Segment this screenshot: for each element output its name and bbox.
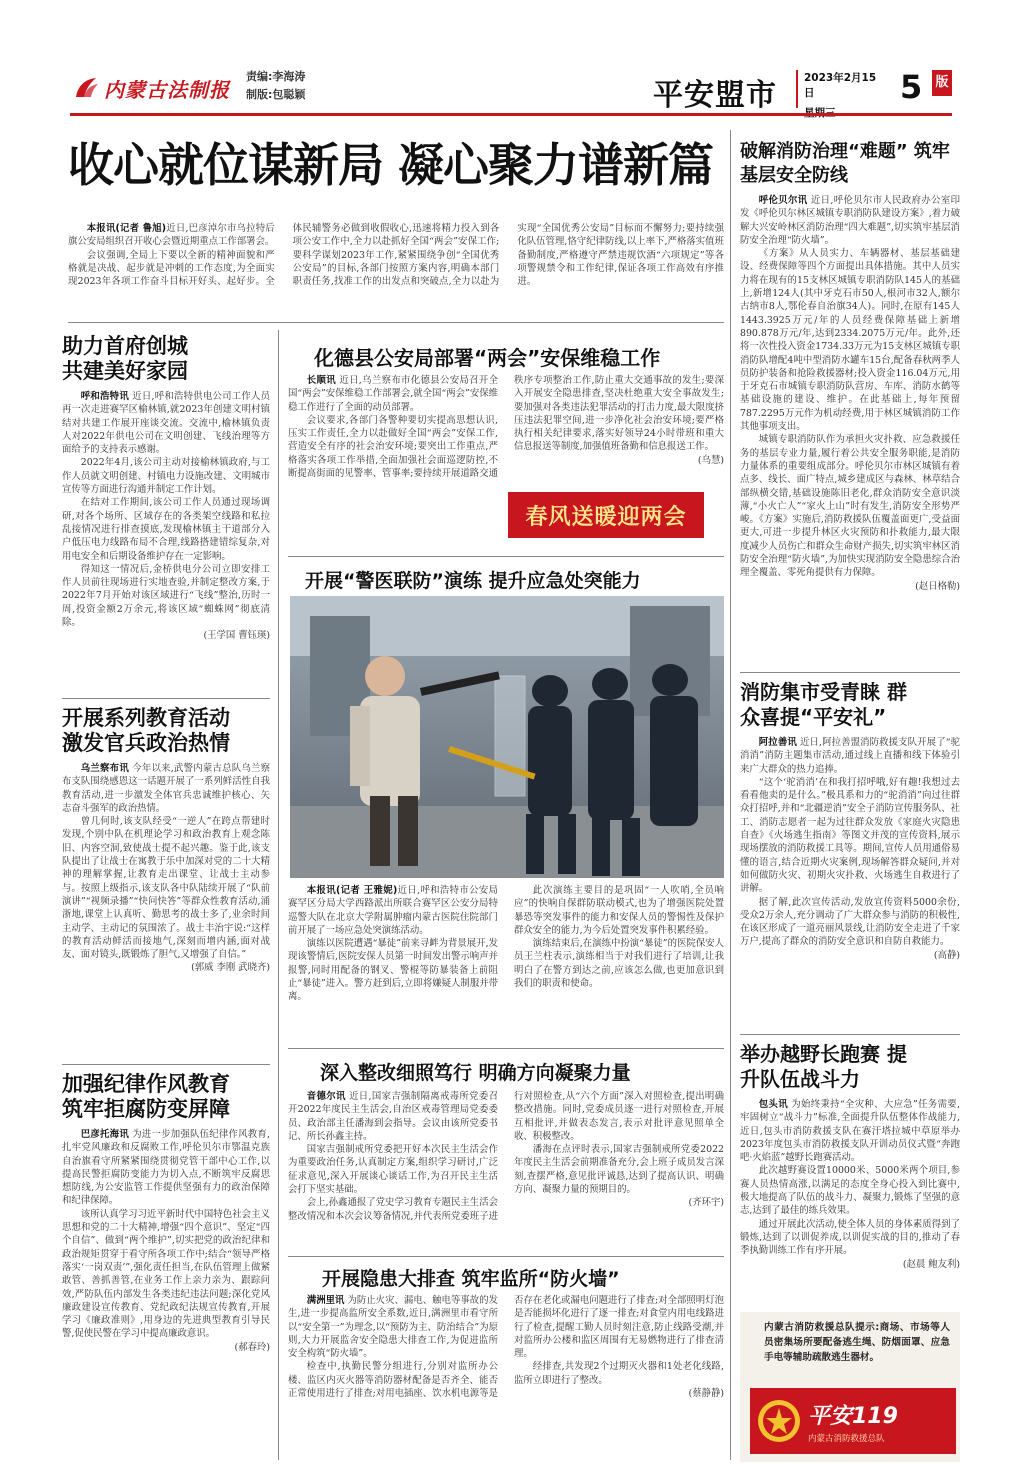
divider [62, 698, 270, 699]
signature: (高静) [933, 949, 960, 961]
lead-paragraph: 近日,巴彦淖尔市乌拉特后旗公安局组织召开收心会暨近期重点工作部署会。 [68, 223, 275, 248]
paragraph: 《方案》从人员实力、车辆器材、基层基础建设、经费保障等四个方面提出具体措施。其中人员实力将在现有的15支林区城镇专职消防队145人的基础上,新增124人(其中牙克石市50人,根河市32人,额尔古纳市8人,鄂伦春自治旗34人)。同时,在原有145人1443.3925万元/年的人员经费保障基础上新增890.878万元/年,达到2334.2075万元/年。此外,还将一次性投入资金1734.33万元为15支林区城镇专职消防队增配4吨中型消防水罐车15台,配备春秋两季人员防护装备和抢险救援器材;投入资金116.04万元,用于牙克石市城镇专职消防队营房、车库、消防水鹤等基础设施的建设、维护。在此基础上,每年预留787.2295万元作为机动经费,用于林区城镇消防工作其他事项支出。 [740, 248, 960, 433]
article-body [740, 194, 960, 662]
paragraph: 得知这一情况后,金桥供电分公司立即安排工作人员前往现场进行实地查验,并制定整改方案,于2022年7月开始对该区域进行“飞线”整治,历时一周,投资金额2万余元,将该区域“蜘蛛网”彻底清除。 [62, 563, 270, 629]
signature: (乌慧) [697, 454, 724, 466]
article-a8 [740, 140, 960, 668]
paragraph: 曾几何时,该支队经受“一逆人”在跨点帮建时发现,个别中队在机理论学习和政治教育上观念陈旧、内容空洞,致使战士提不起兴趣。鉴于此,该支队提出了让战士在寓教于乐中加深对党的二十大精神的理解掌握,让教育走出课堂、让战士主动参与。按照上级指示,该支队各中队陆续开展了“队前演讲”“视频录播”“快问快答”等群众性教育活动,涌浙地,课堂上认真听、勤思考的战士多了,业余时间主动学、主动记的氛围浓了。战士丰治宇说:“这样的教育活动鲜活而接地气,深刻而增内涵,面对战友、面对镜头,既锻炼了胆气,又增强了自信。” [62, 816, 270, 961]
article-a10 [740, 1042, 960, 1308]
lead-article [68, 222, 724, 312]
article-a6-body [288, 1090, 724, 1252]
paragraph: 近日,呼和浩特市公安局赛罕区分局大学西路派出所联合赛罕区公安分局特巡警大队在北京大学附属肿瘤内蒙古医院住院部门前开展了一场应急处突演练活动。 [288, 885, 498, 936]
safety-badge [750, 1388, 956, 1454]
article-title: 深入整改细照笃行 明确方向凝聚力量 [320, 1062, 631, 1084]
lead-byline: 本报讯(记者 鲁旭) [86, 223, 167, 234]
masthead-rule [70, 113, 952, 116]
paragraph: 近日,国家吉强制隔离戒毒所党委召开2022年度民主生活会,自治区戒毒管理局党委委员、政治部主任潘海到会指导。会议由该所党委书记、所长孙鑫主持。 [288, 1091, 498, 1142]
article-title: 开展“警医联防”演练 提升应急处突能力 [305, 570, 641, 592]
paragraph: 演练以医院遭遇“暴徒”前来寻衅为背景展开,发现该警情后,医院安保人员第一时间发出警示响声并报警,同时用配备的钢叉、警棍等防暴装备上前阻止“暴徒”进入。警方赶到后,立即将嫌疑人制服并带离。 [288, 938, 498, 1003]
logo-emblem-icon [72, 75, 100, 101]
paragraph: 据了解,此次宣传活动,发放宣传资料5000余份,受众2万余人,充分调动了广大群众参与消防的积极性,在该区形成了一道亮丽风景线,让消防安全走进了千家万户,提高了群众的消防安全意识和自防自救能力。 [740, 896, 960, 948]
article-a2 [62, 706, 270, 1058]
paragraph: 潘海在点评时表示,国家吉强制戒所党委2022年度民主生活会前期准备充分,会上班子成员发言深刻,查摆严格,意见批评诚恳,达到了提高认识、明确方向、凝聚力量的预期目的。 [514, 1144, 724, 1196]
news-photo [290, 596, 724, 878]
notice-box [740, 1312, 960, 1462]
badge-subtitle: 内蒙古消防救援总队 [808, 1433, 885, 1444]
paragraph: 经排查,共发现2个过期灭火器和1处老化线路,监所立即进行了整改。 [514, 1361, 724, 1386]
banner-box [508, 492, 704, 538]
article-a5-body [288, 884, 724, 1042]
divider [68, 322, 724, 323]
paragraph: 近日,呼伦贝尔市人民政府办公室印发《呼伦贝尔林区城镇专职消防队建设方案》,着力破解大兴安岭林区消防治理“四大难题”,切实筑牢基层消防安全治理“防火墙”。 [740, 195, 960, 246]
editor-credit: 责编:李海涛 [246, 70, 306, 83]
logo-text: 内蒙古法制报 [104, 77, 230, 102]
issue-date: 2023年2月15日 [804, 72, 877, 99]
article-title: 助力首府创城 共建美好家园 [62, 334, 188, 383]
paragraph: 今年以来,武警内蒙古总队乌兰察布支队围绕感恩这一话题开展了一系列鲜活性自我教育活动,进一步激发全体官兵忠诚维护核心、矢志奋斗强军的政治热情。 [62, 763, 270, 814]
drill-photo-illustration [290, 596, 724, 878]
byline: 包头讯 [758, 1099, 788, 1110]
article-title: 举办越野长跑赛 提升队伍战斗力 [740, 1042, 907, 1091]
fire-rescue-emblem-icon [756, 1398, 802, 1444]
article-title: 破解消防治理“难题” 筑牢基层安全防线 [740, 141, 950, 186]
byline: 音德尔讯 [306, 1091, 346, 1102]
paragraph: 近日,呼和浩特供电公司工作人员再一次走进赛罕区榆林镇,就2023年创建文明村镇结对共建工作展开座谈交流。交流中,榆林镇负责人对2022年供电公司在文明创建、飞线治理等方面给予的支持表示感谢。 [62, 391, 270, 456]
article-title: 化德县公安局部署“两会”安保维稳工作 [314, 346, 661, 370]
divider [740, 672, 960, 673]
masthead [0, 0, 1024, 120]
divider [288, 556, 724, 557]
byline: 本报讯(记者 王雅妮) [306, 885, 398, 896]
byline: 呼和浩特讯 [80, 391, 129, 402]
paragraph: 近日,乌兰察布市化德县公安局召开全国“两会”安保维稳工作部署会,就全国“两会”安保维稳工作进行了全面的动员部署。 [288, 375, 499, 413]
paragraph: 近日,阿拉善盟消防救援支队开展了“驼消消”消防主题集市活动,通过线上直播和线下体验引来广大群众的热力追捧。 [740, 737, 960, 775]
article-a9 [740, 680, 960, 1030]
column-divider [278, 330, 279, 1460]
section-title: 平安盟市 [653, 78, 777, 113]
article-title: 开展系列教育活动 激发官兵政治热情 [62, 706, 230, 755]
paragraph: 为进一步加强队伍纪律作风教育,扎牢党风廉政和反腐败工作,呼伦贝尔市鄂温克族自治旗看守所紧紧围绕贯彻党管干部中心工作,以提高民警拒腐防变能力为切入点,不断筑牢反腐思想防线,为公安监管工作提供坚强有力的政治保障和纪律保障。 [62, 1129, 270, 1207]
paragraph: 国家吉强制戒所党委把开好本次民主生活会作为重要政治任务,认真制定方案,组织学习研讨,广泛征求意见,深入开展谈心谈话工作,为召开民主生活会打下坚实基础。 [288, 1144, 498, 1196]
article-title: 消防集市受青睐 群众喜提“平安礼” [740, 680, 907, 729]
divider [740, 1034, 960, 1035]
paragraph: 演练结束后,在演练中扮演“暴徒”的医院保安人员王兰柱表示,演练相当于对我们进行了培训,让我明白了在警方到达之前,应该怎么做,也更加意识到我们的职责和使命。 [514, 938, 724, 990]
article-body [740, 736, 960, 1026]
paragraph: 2022年4月,该公司主动对接榆林镇政府,与工作人员就文明创建、村镇电力设施改建、文明城市宣传等方面进行沟通并制定工作计划。 [62, 457, 270, 496]
article-body [740, 1098, 960, 1304]
producer-credit: 制版:包聪颖 [246, 88, 306, 101]
paragraph: 在结对工作期间,该公司工作人员通过现场调研,对各个场所、区域存在的各类架空线路和私拉乱接情况进行排查摸底,发现榆林镇主干道部分入户低压电力线路布局不合理,线路搭建错综复杂,对用电安全和后期设备维护存在一定影响。 [62, 497, 270, 562]
paragraph: 检查中,执勤民警分组进行,分别对监所办公楼、监区内灭火器等消防器材配备是否齐全、能否正常使用进行了排查;对用电插座、饮水机电源等是否存在老化或漏电问题进行了排查;对全部照明灯泡是否能损坏化进行了逐一排查;对食堂内用电线路进行了检查,提醒工勤人员时刻注意,防止线路受潮,并对监所办公楼和监区周围有无易燃物进行了排查清理。 [288, 1295, 724, 1400]
paragraph: 通过开展此次活动,使全体人员的身体素质得到了锻炼,达到了以训促养成,以训促实战的目的,推动了春季执勤训练工作有序开展。 [740, 1218, 960, 1257]
signature: (蔡静静) [688, 1388, 724, 1400]
divider [62, 1064, 270, 1065]
newspaper-logo [72, 72, 232, 104]
divider [288, 1256, 724, 1257]
paragraph: 此次越野赛设置10000米、5000米两个项目,参赛人员热情高涨,以满足的态度全身心投入到比赛中,极大地提高了队伍的战斗力、凝聚力,锻炼了坚强的意志,达到了最佳的练兵效果。 [740, 1165, 960, 1217]
paragraph: “这个‘驼消消’在和我打招呼哦,好有趣!我想过去看看他卖的是什么。”极具系和力的“驼消消”向过往群众打招呼,并和“北疆逆消”安全子消防宣传服务队、社工、消防志愿者一起为过往群众发放《家庭火灾隐患自查》《火场逃生指南》等图文并茂的宣传资料,展示现场摆放的消防救援工具等。期间,宣传人员用通俗易懂的语言,结合近期火灾案例,现场解答群众疑问,并对如何做防火灾、初期火灾扑救、火场逃生自救进行了讲解。 [740, 776, 960, 895]
paragraph: 会议要求,各部门各警种要切实提高思想认识,压实工作责任,全力以赴做好全国“两会”安保工作,营造安全有序的社会治安环境;要突出工作重点,严格落实各项工作举措,全面加强社会面巡逻防控,不断提高街面的见警率、管事率;要持续开展道路交通秩序专项整治工作,防止重大交通事故的发生;要深入开展安全隐患排查,坚决杜绝重大安全事故发生;要加强对各类违法犯罪活动的打击力度,最大限度挤压违法犯罪空间,进一步净化社会治安环境;要严格执行相关纪律要求,落实好领导24小时带班和重大信息报送等制度,加强值班备勤和信息报送工作。 [288, 375, 724, 480]
page-number: 5 [900, 68, 923, 106]
byline: 巴彦托海讯 [80, 1129, 129, 1140]
article-body [62, 1128, 270, 1458]
page-unit-badge: 版 [932, 70, 952, 96]
date-box [796, 70, 886, 108]
article-a3 [62, 1072, 270, 1462]
paragraph: 会上,孙鑫通报了党史学习教育专题民主生活会整改情况和本次会议筹备情况,并代表所党委班子进行对照检查,从“六个方面”深入对照检查,提出明确整改措施。同时,党委成员逐一进行对照检查,开展互相批评,并做表态发言,表示对批评意见照单全收、积极整改。 [288, 1091, 724, 1222]
byline: 呼伦贝尔讯 [758, 195, 808, 206]
article-title: 开展隐患大排查 筑牢监所“防火墙” [322, 1268, 620, 1290]
lead-paragraph: 会议强调,全局上下要以全新的精神面貌和严格就是决战、起步就是冲刺的工作态度,为全面实现2023年各项工作奋斗目标开好头、起好步。全体民辅警务必做到收假收心,迅速将精力投入到各项公安工作中,全力以赴抓好全国“两会”安保工作;要科学谋划2023年工作,紧紧围绕争创“全国优秀公安局”的目标,各部门按照方案内容,明确本部门职责任务,找准工作的出发点和突破点,全力以赴为实现“全国优秀公安局”目标而不懈努力;要持续强化队伍管理,恪守纪律防线,以上率下,严格落实值班备勤制度,严格遵守严禁违规饮酒“六项规定”等各项警规禁令和工作纪律,保证各项工作高效有序推进。 [68, 223, 724, 288]
signature: (齐环宇) [688, 1197, 724, 1209]
byline: 乌兰察布讯 [80, 763, 129, 774]
signature: (赵日格勒) [915, 580, 960, 592]
column-divider [730, 130, 731, 1460]
byline: 阿拉善讯 [758, 737, 797, 748]
article-a7-body [288, 1294, 724, 1460]
notice-text: 内蒙古消防救援总队提示:商场、市场等人员密集场所要配备逃生绳、防烟面罩、应急手电等辅助疏散逃生器材。 [764, 1322, 950, 1363]
paragraph: 该所认真学习习近平新时代中国特色社会主义思想和党的二十大精神,增强“四个意识”、坚定“四个自信”、做到“两个维护”,切实把党的政治纪律和政治规矩贯穿于看守所各项工作中;结合“领导严格落实‘一岗双责’”,强化责任担当,在队伍管理上做紧敢管、善抓善管,在业务工作上亲力亲为、跟踪问效,严防队伍内部发生各类违纪违法问题;深化党风廉政建设宣传教育、党纪政纪法规宣传教育,开展学习《廉政准则》,用身边的先进典型教育引导民警,促使民警在学习中提高廉政意识。 [62, 1208, 270, 1340]
article-body [62, 390, 270, 686]
banner-text: 春风送暖迎两会 [525, 504, 687, 530]
article-a1 [62, 334, 270, 694]
paragraph: 为防止火灾、漏电、触电等事故的发生,进一步提高监所安全系数,近日,满洲里市看守所以“安全第一”为理念,以“预防为主、防治结合”为原则,大力开展监舍安全隐患大排查工作,为促进监所安全构筑“防火墙”。 [288, 1295, 498, 1360]
paragraph: 城镇专职消防队作为承担火灾扑救、应急救援任务的基层专业力量,履行着公共安全服务职能,是消防力量体系的重要组成部分。呼伦贝尔市林区城镇有着点多、线长、面广特点,城乡建成区与森林、林草结合部纵横交错,基础设施陈旧老化,群众消防安全意识淡薄,“小火亡人”“家火上山”时有发生,消防安全形势严峻。《方案》实施后,消防救援队伍覆盖面更广,受益面更大,可进一步提升林区火灾预防和扑救能力,最大限度减少人员伤亡和群众生命财产损失,切实筑牢林区消防安全治理“防火墙”,为加快实现消防安全隐患综合治理全覆盖、零死角提供有力保障。 [740, 434, 960, 579]
article-title: 加强纪律作风教育 筑牢拒腐防变屏障 [62, 1072, 230, 1121]
lead-headline: 收心就位谋新局 凝心聚力谱新篇 [68, 138, 714, 192]
signature: (郝春玲) [234, 1341, 270, 1353]
signature: (郭威 李刚 武晓齐) [191, 962, 270, 974]
byline: 长顺讯 [306, 375, 336, 386]
byline: 满洲里讯 [306, 1295, 345, 1306]
article-body [62, 762, 270, 1052]
paragraph: 此次演练主要目的是巩固“一人吹哨,全员响应”的快响自保群防联动模式,也为了增强医院处置暴恐等突发事件的能力和安保人员的警惕性及保护群众安全的能力,为今后处置突发事件积累经验。 [514, 885, 724, 936]
paragraph: 为始终秉持“全灾种、大应急”任务需要,牢固树立“战斗力”标准,全面提升队伍整体作战能力,近日,包头市消防救援支队在赛汗塔拉城中草原举办2023年度包头市消防救援支队开训动员仪式暨“奔跑吧·火焰蓝”越野长跑赛活动。 [740, 1099, 960, 1164]
signature: (王学国 曹钰瑛) [203, 630, 270, 642]
divider [288, 1048, 724, 1049]
badge-title: 平安119 [808, 1403, 898, 1429]
signature: (赵晨 鲍友利) [902, 1258, 960, 1270]
